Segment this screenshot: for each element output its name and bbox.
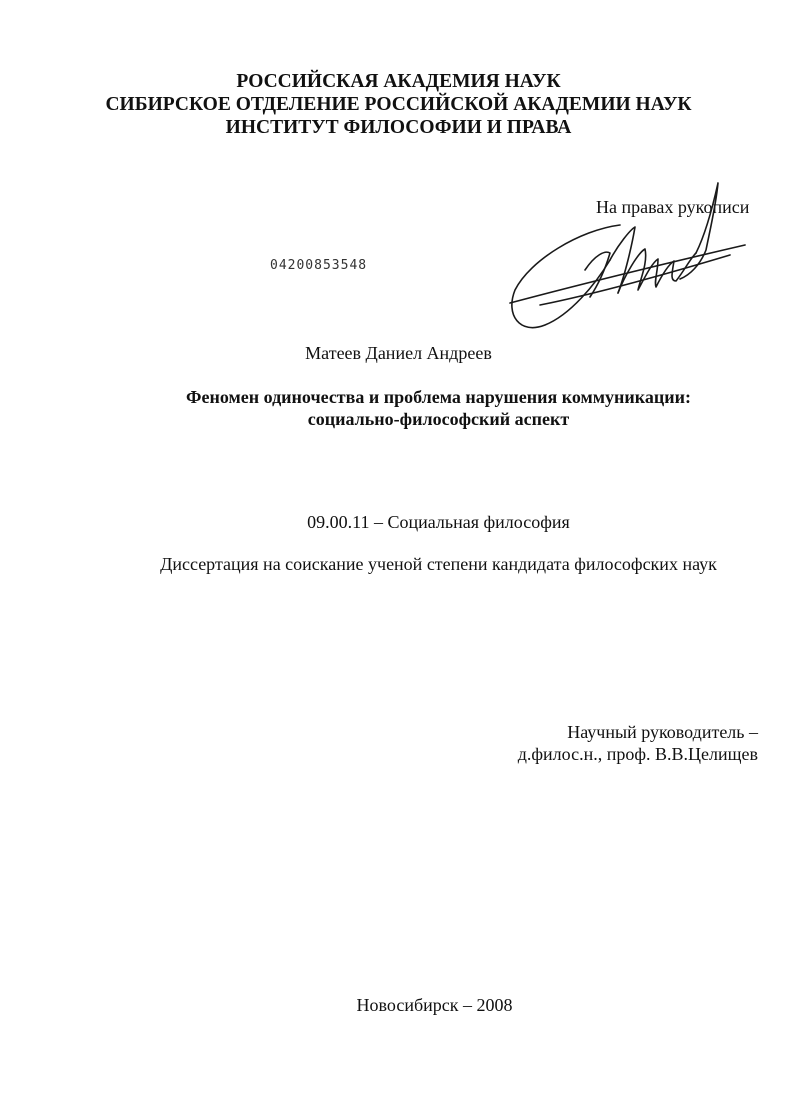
header-line-academy: РОССИЙСКАЯ АКАДЕМИЯ НАУК [236,71,561,92]
dissertation-title [0,386,797,430]
institution-header [0,70,797,139]
title-line-1: Феномен одиночества и проблема нарушения коммуникации: [186,387,691,407]
manuscript-rights-note: На правах рукописи [596,197,750,217]
header-line-branch: СИБИРСКОЕ ОТДЕЛЕНИЕ РОССИЙСКОЙ АКАДЕМИИ НАУК [105,94,692,115]
supervisor-block [518,721,758,765]
supervisor-name: д.филос.н., проф. В.В.Целищев [517,744,758,764]
supervisor-role: Научный руководитель – [567,722,758,742]
specialty-code: 09.00.11 – Социальная философия [307,512,570,532]
author-name: Матеев Даниел Андреев [305,343,492,363]
catalog-code: 04200853548 [270,258,368,273]
title-line-2: социально-философский аспект [307,409,570,429]
degree-statement: Диссертация на соискание ученой степени кандидата философских наук [160,554,717,574]
header-line-institute: ИНСТИТУТ ФИЛОСОФИИ И ПРАВА [225,117,572,138]
author-signature [500,175,750,345]
city-year: Новосибирск – 2008 [356,995,513,1015]
